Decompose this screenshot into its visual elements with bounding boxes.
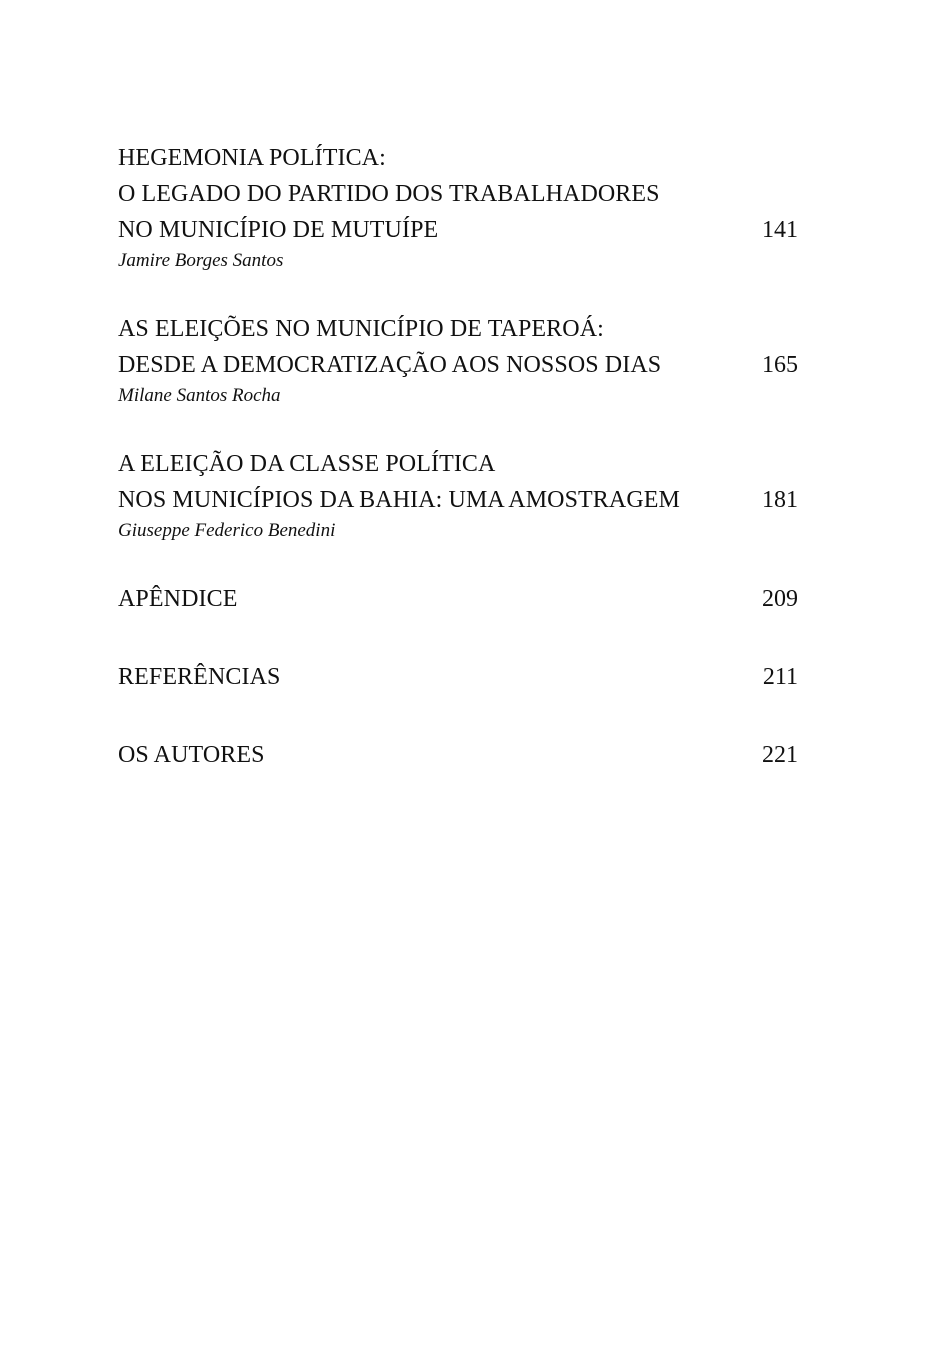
toc-entry-last-line-row xyxy=(118,659,798,695)
toc-page-number: 209 xyxy=(762,586,798,612)
toc-entry-title-line: A ELEIÇÃO DA CLASSE POLÍTICA xyxy=(118,451,496,477)
toc-entry-hegemonia[interactable] xyxy=(118,140,798,274)
toc-entry-title-line: HEGEMONIA POLÍTICA: xyxy=(118,145,386,171)
toc-entry-last-line-row xyxy=(118,347,798,383)
toc-entry-last-line-row xyxy=(118,737,798,773)
toc-entry-author: Jamire Borges Santos xyxy=(118,250,284,271)
toc-entry-title-line: NO MUNICÍPIO DE MUTUÍPE xyxy=(118,217,439,243)
toc-page-number: 221 xyxy=(762,742,798,768)
toc-entry-last-line-row xyxy=(118,212,798,248)
toc-entry-referencias[interactable] xyxy=(118,659,798,695)
table-of-contents xyxy=(118,140,798,815)
toc-entry-os-autores[interactable] xyxy=(118,737,798,773)
toc-entry-author: Giuseppe Federico Benedini xyxy=(118,520,336,541)
toc-entry-title-line: REFERÊNCIAS xyxy=(118,664,281,690)
toc-entry-title-line: APÊNDICE xyxy=(118,586,238,612)
toc-entry-apendice[interactable] xyxy=(118,581,798,617)
toc-page-number: 181 xyxy=(762,487,798,513)
toc-entry-classe-politica[interactable] xyxy=(118,446,798,544)
toc-entry-title-line: DESDE A DEMOCRATIZAÇÃO AOS NOSSOS DIAS xyxy=(118,352,662,378)
toc-page-number: 165 xyxy=(762,352,798,378)
toc-page-number: 211 xyxy=(762,664,798,690)
toc-entry-last-line-row xyxy=(118,581,798,617)
toc-entry-title-line: OS AUTORES xyxy=(118,742,265,768)
toc-page-number: 141 xyxy=(762,217,798,243)
toc-entry-title-line: O LEGADO DO PARTIDO DOS TRABALHADORES xyxy=(118,181,660,207)
toc-entry-title-line: NOS MUNICÍPIOS DA BAHIA: UMA AMOSTRAGEM xyxy=(118,487,680,513)
toc-entry-last-line-row xyxy=(118,482,798,518)
toc-entry-taperoa[interactable] xyxy=(118,311,798,409)
toc-entry-title-line: AS ELEIÇÕES NO MUNICÍPIO DE TAPEROÁ: xyxy=(118,316,604,342)
toc-entry-author: Milane Santos Rocha xyxy=(118,385,281,406)
